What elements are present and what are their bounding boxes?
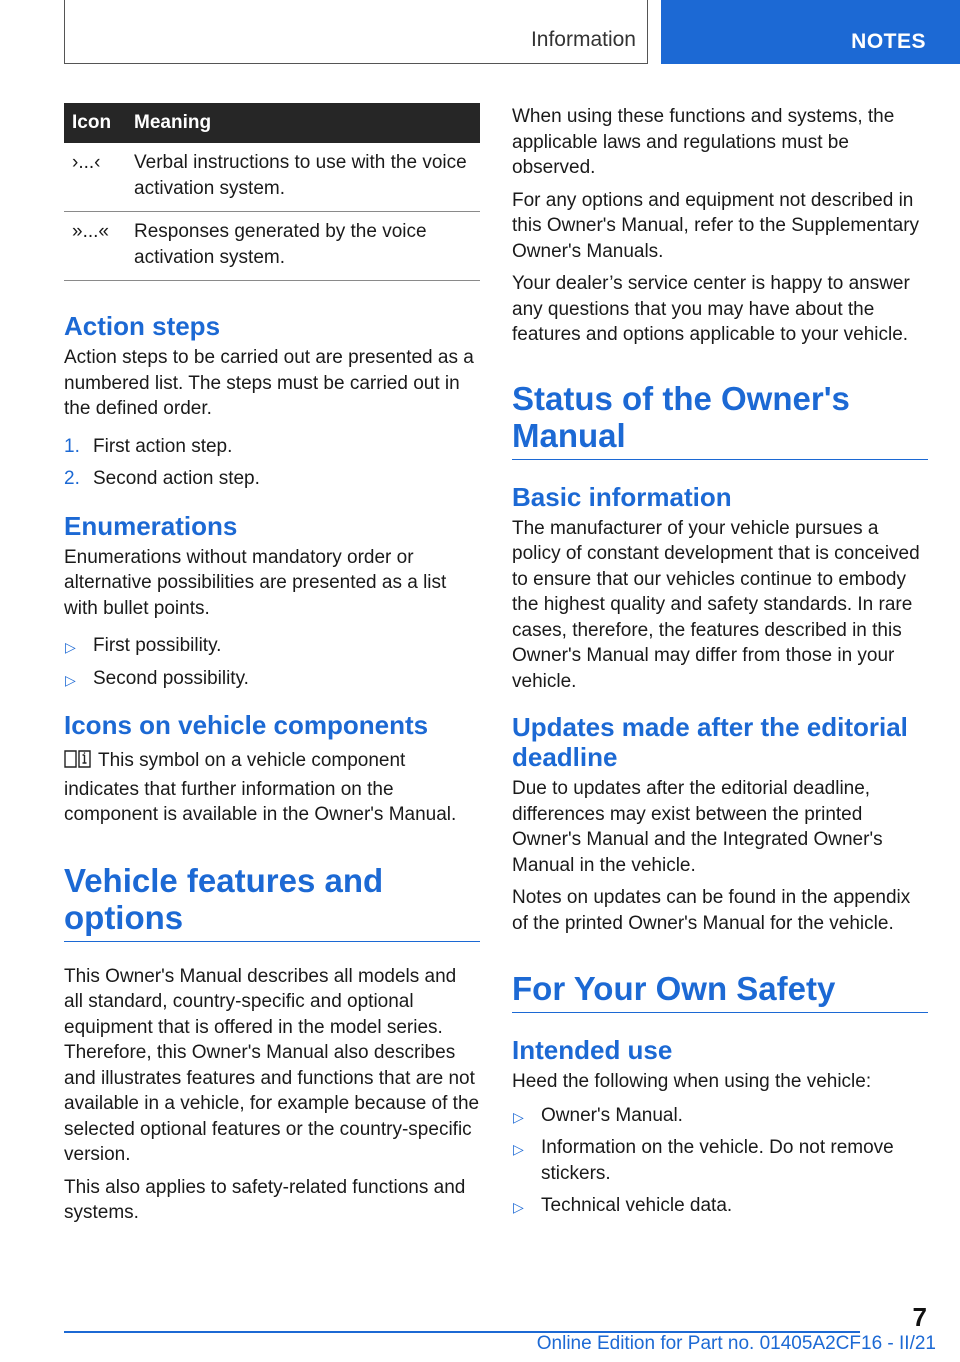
list-item-text: Information on the vehicle. Do not remove stickers. xyxy=(541,1137,894,1184)
list-item xyxy=(512,1135,928,1186)
vehicle-features-paragraph: This Owner's Manual describes all models and all standard, country-specific and optional equipment that is offered in the model series. Therefore, this Owner's Manual also describes and illustrates features and functions that are not available in a vehicle, for example because of the selected optional features or the country-specific version. xyxy=(64,965,480,1165)
list-item xyxy=(64,666,480,692)
table-cell-icon: »...« xyxy=(64,212,126,281)
list-item xyxy=(512,1193,928,1219)
list-number: 2. xyxy=(64,468,80,489)
table-header-icon: Icon xyxy=(64,103,126,143)
vehicle-features-heading: Vehicle features and options xyxy=(64,862,480,942)
header-tab-label: NOTES xyxy=(851,30,926,53)
page-number: 7 xyxy=(912,1302,927,1332)
list-item-text: Owner's Manual. xyxy=(541,1104,683,1126)
list-item-text: Second action step. xyxy=(93,468,260,489)
list-item xyxy=(512,1103,928,1129)
vehicle-features-paragraph: This also applies to safety-related functions and systems. xyxy=(64,1176,466,1223)
table-header-meaning: Meaning xyxy=(126,103,480,143)
vehicle-features-paragraph: Your dealer’s service center is happy to answer any questions that you may have about the features and options applicable to your vehicle. xyxy=(512,273,910,345)
list-item xyxy=(64,434,480,460)
table-header-row xyxy=(64,103,480,143)
status-heading: Status of the Owner's Manual xyxy=(512,380,928,460)
triangle-bullet-icon: ▷ xyxy=(65,671,76,688)
vehicle-features-paragraph: When using these functions and systems, the applicable laws and regulations must be observed. xyxy=(512,106,895,178)
header-section-title: Information xyxy=(530,28,636,51)
list-number: 1. xyxy=(64,435,80,457)
action-steps-text: Action steps to be carried out are presented as a numbered list. The steps must be carried out in the defined order. xyxy=(64,347,474,419)
enumerations-list xyxy=(64,633,480,691)
owners-manual-book-icon xyxy=(64,749,92,777)
triangle-bullet-icon: ▷ xyxy=(513,1141,524,1157)
intended-use-list xyxy=(512,1103,928,1219)
list-item-text: First action step. xyxy=(93,435,233,457)
table-row xyxy=(64,212,480,281)
action-steps-heading: Action steps xyxy=(64,311,221,341)
intended-use-heading: Intended use xyxy=(512,1035,673,1065)
table-cell-meaning: Verbal instructions to use with the voice activation system. xyxy=(126,143,480,212)
list-item-text: Second possibility. xyxy=(93,667,249,689)
enumerations-text: Enumerations without mandatory order or alternative possibilities are presented as a list with bullet points. xyxy=(64,546,447,619)
right-column xyxy=(512,104,928,1231)
basic-information-text: The manufacturer of your vehicle pursues a policy of constant development that is conceived to ensure that our vehicles continue to embody the highest quality and safety standards. In rare cases, therefore, the features described in this Owner's Manual may differ from those in your vehicle. xyxy=(512,517,920,692)
icons-components-text xyxy=(64,748,480,828)
table-row xyxy=(64,143,480,212)
list-item-text: Technical vehicle data. xyxy=(541,1195,733,1216)
updates-paragraph: Notes on updates can be found in the appendix of the printed Owner's Manual for the vehicle. xyxy=(512,887,911,934)
header-tab-notes xyxy=(661,0,960,64)
vehicle-features-paragraph: For any options and equipment not described in this Owner's Manual, refer to the Supplementary Owner's Manuals. xyxy=(512,189,920,262)
icon-meaning-table xyxy=(64,103,480,281)
updates-heading: Updates made after the editorial deadline xyxy=(512,712,908,772)
icons-components-text-body: This symbol on a vehicle component indicates that further information on the component is available in the Owner's Manual. xyxy=(64,750,457,825)
safety-heading: For Your Own Safety xyxy=(512,970,928,1013)
list-item-text: First possibility. xyxy=(93,635,222,656)
table-cell-icon: ›...‹ xyxy=(64,143,126,212)
updates-paragraph: Due to updates after the editorial deadline, differences may exist between the printed Owner's Manual and the Integrated Owner's Manual in the vehicle. xyxy=(512,778,883,876)
left-column xyxy=(64,103,480,1233)
table-cell-meaning: Responses generated by the voice activation system. xyxy=(126,212,480,281)
list-item xyxy=(64,633,480,659)
action-steps-list xyxy=(64,434,480,492)
triangle-bullet-icon: ▷ xyxy=(65,639,76,655)
list-item xyxy=(64,466,480,492)
triangle-bullet-icon: ▷ xyxy=(513,1199,524,1215)
icons-components-heading: Icons on vehicle components xyxy=(64,710,429,740)
basic-information-heading: Basic information xyxy=(512,481,732,512)
intended-use-text: Heed the following when using the vehicle: xyxy=(512,1071,872,1092)
enumerations-heading: Enumerations xyxy=(64,510,238,541)
triangle-bullet-icon: ▷ xyxy=(513,1108,524,1125)
footer-edition-text: Online Edition for Part no. 01405A2CF16 - II/21 xyxy=(536,1333,936,1354)
